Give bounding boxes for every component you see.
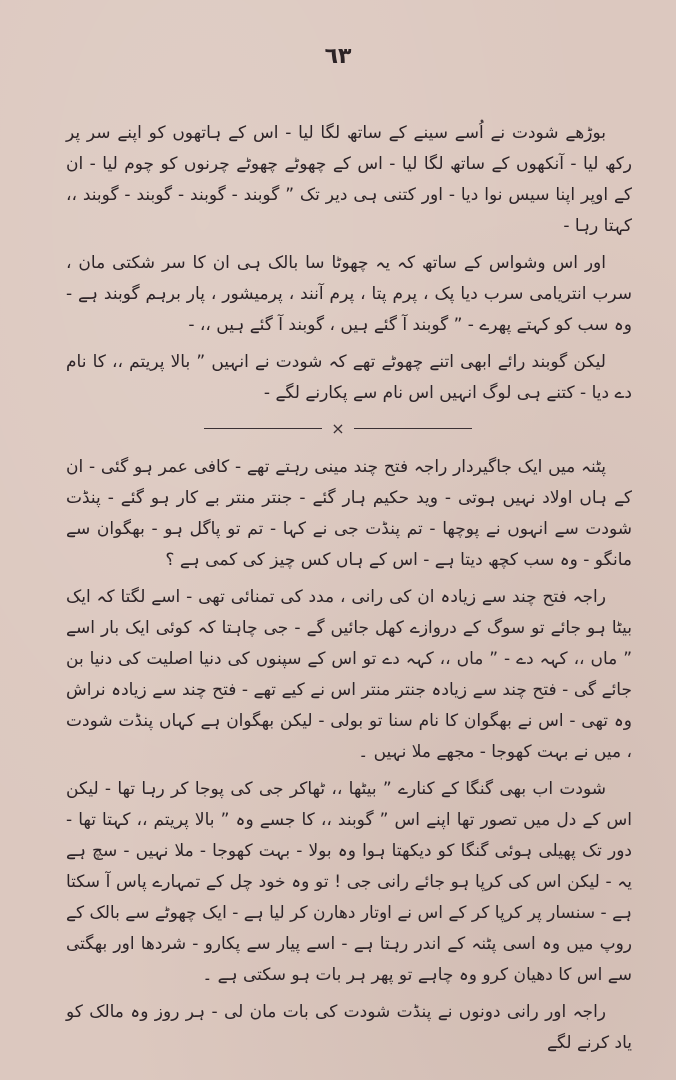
paragraph: راجہ فتح چند سے زیادہ ان کی رانی ، مدد کی تمنائی تھی - اسے لگتا کہ ایک بیٹا ہو جائے تو سوگ کے دروازے کھل جائیں گے - جی چاہتا کہ کوئی ایک بار اسے ” ماں ،، کہہ دے - ” ماں ،، کہہ دے تو اس کے سپنوں کی دنیا اصلیت کی دنیا بن جائے گی - فتح چند سے زیادہ جنتر منتر اس نے کیے تھے - فتح چند سے زیادہ نراش وہ تھی - اس نے بھگوان کا نام سنا تو بولی - لیکن بھگوان ہے کہاں پنڈت شودت ، میں نے بہت کھوجا - مجھے ملا نہیں ۔ — [66, 587, 632, 762]
page-number: ٦٣ — [324, 44, 352, 69]
section-divider — [0, 418, 676, 438]
text-section-1 — [66, 118, 632, 415]
paragraph: شودت اب بھی گنگا کے کنارے ” بیٹھا ،، ٹھاکر جی کی پوجا کر رہا تھا - لیکن اس کے دل میں تصور تھا اپنے اس ” گوبند ،، کا جسے وہ ” بالا پریتم ،، کہتا تھا - دور تک پھیلی ہوئی گنگا کو دیکھتا ہوا وہ بولا - بہت کھوجا - ملا نہیں - سچ ہے یہ - لیکن اس کی کرپا ہو جائے رانی جی ! تو وہ خود چل کے تمہارے پاس آ سکتا ہے - سنسار پر کرپا کر کے اس نے اوتار دھارن کر لیا ہے - ایک چھوٹے سے بالک کے روپ میں وہ اسی پٹنہ کے اندر رہتا ہے - اسے پیار سے پکارو - شردھا اور بھگتی سے اس کا دھیان کرو وہ چاہے تو پھر ہر بات ہو سکتی ہے ۔ — [66, 779, 632, 985]
paragraph: اور اس وشواس کے ساتھ کہ یہ چھوٹا سا بالک ہی ان کا سر شکتی مان ، سرب انتریامی سرب دیا پک ، پرم پتا ، پرم آنند ، پرمیشور ، پار برہم گوبند ہے - وہ سب کو کہتے پھرے - ” گوبند آ گئے ہیں ، گوبند آ گئے ہیں ،، - — [66, 253, 632, 335]
divider-line-left — [204, 428, 322, 429]
divider-line-right — [354, 428, 472, 429]
paragraph: لیکن گوبند رائے ابھی اتنے چھوٹے تھے کہ شودت نے انہیں ” بالا پریتم ،، کا نام دے دیا - کتنے ہی لوگ انہیں اس نام سے پکارنے لگے - — [66, 352, 632, 403]
paragraph: راجہ اور رانی دونوں نے پنڈت شودت کی بات مان لی - ہر روز وہ مالک کو یاد کرنے لگے — [66, 1002, 632, 1053]
paragraph: بوڑھے شودت نے اُسے سینے کے ساتھ لگا لیا - اس کے ہاتھوں کو اپنے سر پر رکھ لیا - آنکھوں کے ساتھ لگا لیا - اس کے چھوٹے چھوٹے چرنوں کو چوم لیا - ان کے اوپر اپنا سیس نوا دیا - اور کتنی ہی دیر تک ” گوبند - گوبند - گوبند - گوبند ،، کہتا رہا - — [66, 123, 632, 236]
text-section-2 — [66, 452, 632, 1065]
divider-mark: × — [331, 419, 345, 438]
paragraph: پٹنہ میں ایک جاگیردار راجہ فتح چند مینی رہتے تھے - کافی عمر ہو گئی - ان کے ہاں اولاد نہیں ہوتی - وید حکیم ہار گئے - جنتر منتر بے کار ہو گئے - پنڈت شودت سے انہوں نے پوچھا - تم پنڈت جی نے کہا - تم تو پاگل ہو - بھگوان سے مانگو - وہ سب کچھ دیتا ہے - اس کے ہاں کس چیز کی کمی ہے ؟ — [66, 457, 632, 570]
